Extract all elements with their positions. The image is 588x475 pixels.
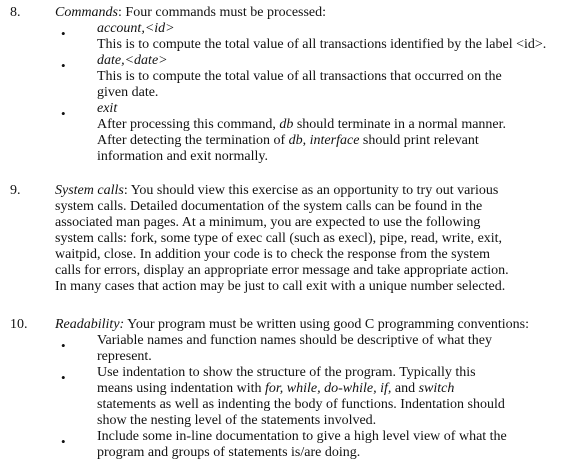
bullet-icon: • <box>61 338 66 353</box>
command-description: , <box>302 133 310 148</box>
bullet-text: and <box>391 381 419 396</box>
bullet-icon: • <box>61 26 66 41</box>
command-name: exit <box>97 101 118 116</box>
command-description: information and exit normally. <box>97 149 268 164</box>
keyword-list: for, while, do-while, if, <box>264 381 392 396</box>
program-name: db <box>279 117 294 132</box>
bullet-indentation <box>97 365 585 429</box>
bullet-icon: • <box>61 58 66 73</box>
bullet-text: means using indentation with <box>97 381 265 396</box>
program-name: db <box>288 133 303 148</box>
item-heading: Commands <box>55 5 119 20</box>
command-account <box>97 21 585 53</box>
item-number: 10. <box>10 317 28 332</box>
command-description: This is to compute the total value of all transactions identified by the label <id>. <box>97 37 547 52</box>
command-description: should print relevant <box>359 133 479 148</box>
command-description: After detecting the termination of <box>97 133 289 148</box>
bullet-documentation <box>97 429 585 461</box>
command-description: After processing this command, <box>97 117 280 132</box>
paragraph-line: associated man pages. At a minimum, you are expected to use the following <box>55 215 481 230</box>
item-8-intro <box>55 5 583 21</box>
paragraph-line: system calls. Detailed documentation of the system calls can be found in the <box>55 199 483 214</box>
paragraph-line: In many cases that action may be just to call exit with a unique number selected. <box>55 279 506 294</box>
bullet-text: Use indentation to show the structure of the program. Typically this <box>97 365 476 380</box>
bullet-icon: • <box>61 370 66 385</box>
bullet-icon: • <box>61 106 66 121</box>
bullet-icon: • <box>61 434 66 449</box>
keyword: switch <box>418 381 455 396</box>
command-date <box>97 53 585 101</box>
command-description: should terminate in a normal manner. <box>293 117 507 132</box>
item-9-body <box>55 183 583 295</box>
item-heading: Readability: <box>55 317 125 332</box>
command-name: date,<date> <box>97 53 168 68</box>
paragraph-line: calls for errors, display an appropriate error message and take appropriate action. <box>55 263 509 278</box>
item-10-intro <box>55 317 583 333</box>
bullet-text: program and groups of statements is/are doing. <box>97 445 361 460</box>
item-number: 8. <box>10 5 21 20</box>
item-heading: System calls <box>55 183 124 198</box>
bullet-text: Variable names and function names should be descriptive of what they <box>97 333 492 348</box>
bullet-text: statements as well as indenting the body of functions. Indentation should <box>97 397 505 412</box>
item-intro-text: : Four commands must be processed: <box>118 5 327 20</box>
item-number: 9. <box>10 183 21 198</box>
command-exit <box>97 101 585 165</box>
paragraph-line: waitpid, close. In addition your code is to check the response from the system <box>55 247 491 262</box>
bullet-text: represent. <box>97 349 152 364</box>
item-intro-text: Your program must be written using good C programming conventions: <box>124 317 530 332</box>
command-description: given date. <box>97 85 159 100</box>
command-name: account,<id> <box>97 21 175 36</box>
paragraph-line: system calls: fork, some type of exec call (such as execl), pipe, read, write, exit, <box>55 231 503 246</box>
bullet-variable-names <box>97 333 585 365</box>
bullet-text: Include some in-line documentation to give a high level view of what the <box>97 429 507 444</box>
program-name: interface <box>309 133 360 148</box>
bullet-text: show the nesting level of the statements involved. <box>97 413 377 428</box>
paragraph-line: : You should view this exercise as an opportunity to try out various <box>123 183 499 198</box>
command-description: This is to compute the total value of all transactions that occurred on the <box>97 69 502 84</box>
